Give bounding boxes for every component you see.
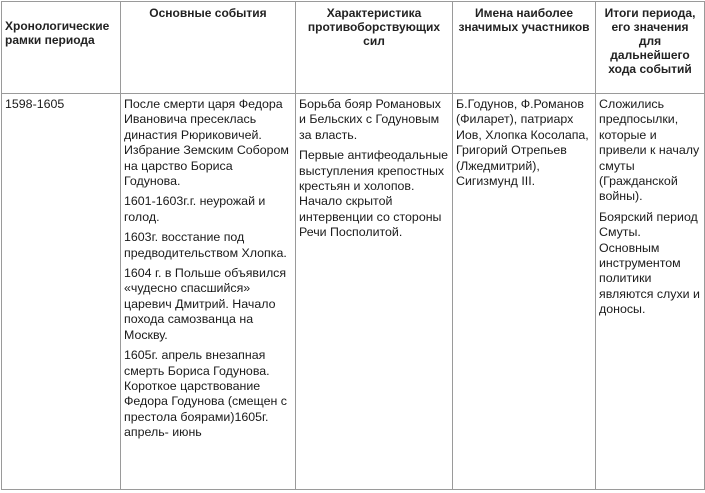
header-period: Хронологические рамки периода <box>2 2 121 94</box>
results-paragraph: Боярский период Смуты. Основным инструментом политики являются слухи и доносы. <box>599 209 700 317</box>
participants-text: Б.Годунов, Ф.Романов (Филарет), патриарх Иов, Хлопка Косолапа, Григорий Отрепьев (Лжедмитрий), Сигизмунд III. <box>456 97 589 189</box>
period-text: 1598-1605 <box>5 97 65 111</box>
event-paragraph: После смерти царя Федора Ивановича пресеклась династия Рюриковичей. Избрание Земским Собором на царство Бориса Годунова. <box>124 97 289 189</box>
header-events: Основные события <box>121 2 296 94</box>
cell-period <box>2 94 121 490</box>
cell-results <box>596 94 705 490</box>
forces-paragraph: Первые антифеодальные выступления крепостных крестьян и холопов. Начало скрытой интервенции со стороны Речи Посполитой. <box>299 148 448 240</box>
event-paragraph: 1604 г. в Польше объявился «чудесно спасшийся» царевич Дмитрий. Начало похода самозванца на Москву. <box>124 266 287 342</box>
header-results: Итоги периода, его значения для дальнейшего хода событий <box>596 2 705 94</box>
cell-participants <box>453 94 596 490</box>
table-row <box>2 94 705 490</box>
event-paragraph: 1605г. апрель внезапная смерть Бориса Годунова. Короткое царствование Федора Годунова (смещен с престола боярами)1605г. апрель- июнь <box>124 348 287 440</box>
forces-paragraph: Борьба бояр Романовых и Бельских с Годуновым за власть. <box>299 97 441 142</box>
header-forces: Характеристика противоборствующих сил <box>296 2 453 94</box>
history-table <box>1 1 705 490</box>
event-paragraph: 1603г. восстание под предводительством Хлопка. <box>124 230 287 260</box>
event-paragraph: 1601-1603г.г. неурожай и голод. <box>124 194 266 224</box>
header-participants: Имена наиболее значимых участников <box>453 2 596 94</box>
cell-events <box>121 94 296 490</box>
header-row <box>2 2 705 94</box>
results-paragraph: Сложились предпосылки, которые и привели к началу смуты (Гражданской войны). <box>599 97 700 204</box>
cell-forces <box>296 94 453 490</box>
